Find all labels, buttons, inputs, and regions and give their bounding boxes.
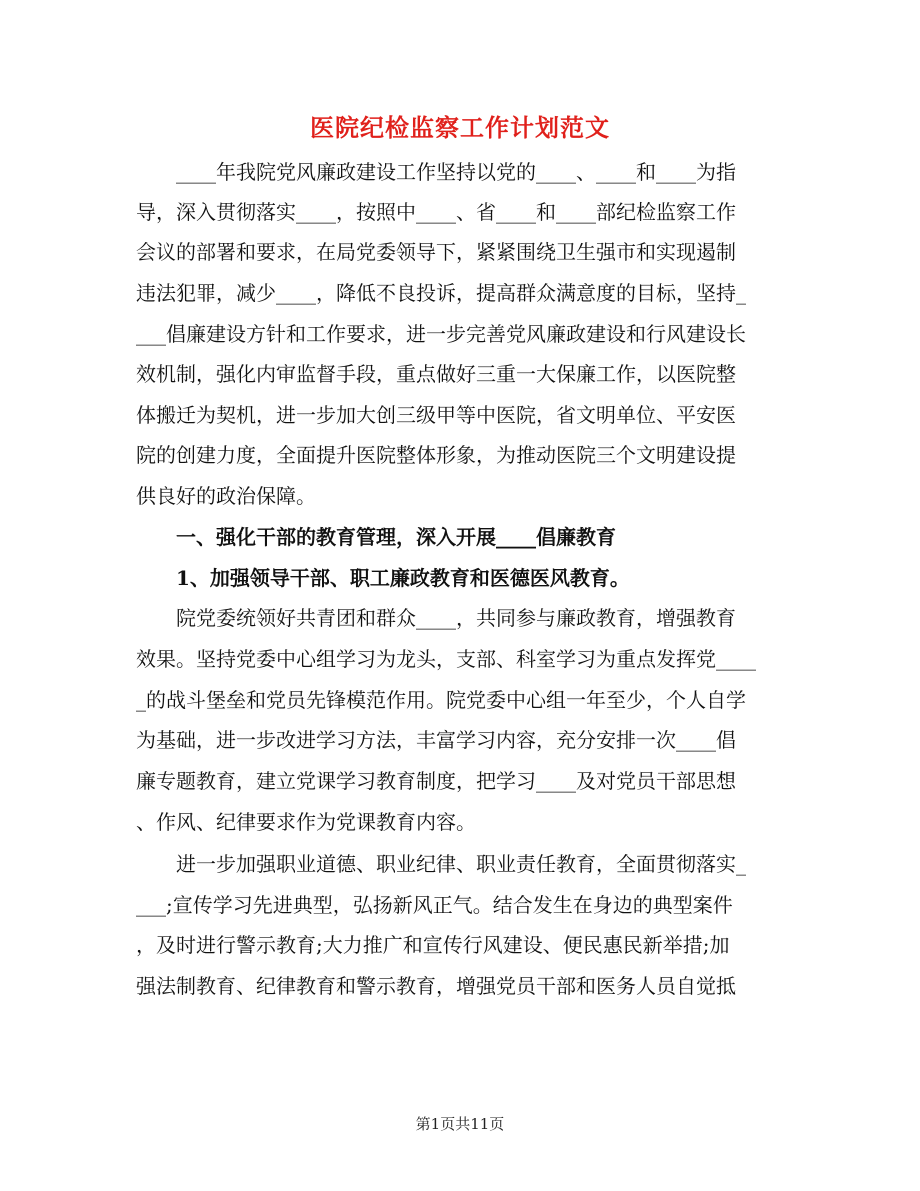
paragraph-line: 供良好的政治保障。 <box>136 484 316 508</box>
paragraph-line: 违法犯罪，减少____，降低不良投诉，提高群众满意度的目标，坚持_ <box>136 281 746 305</box>
paragraph-line: 进一步加强职业道德、职业纪律、职业责任教育，全面贯彻落实_ <box>176 852 746 876</box>
section-heading: 一、强化干部的教育管理，深入开展____倡廉教育 <box>176 525 616 549</box>
subsection-heading: 1、加强领导干部、职工廉政教育和医德医风教育。 <box>176 566 630 590</box>
paragraph-line: 效果。坚持党委中心组学习为龙头，支部、科室学习为重点发挥党____ <box>136 647 756 671</box>
paragraph-line: ___倡廉建设方针和工作要求，进一步完善党风廉政建设和行风建设长 <box>136 322 746 346</box>
paragraph-line: 院的创建力度，全面提升医院整体形象，为推动医院三个文明建设提 <box>136 443 736 467</box>
paragraph-line: 廉专题教育，建立党课学习教育制度，把学习____及对党员干部思想 <box>136 769 736 793</box>
paragraph-line: _的战斗堡垒和党员先锋模范作用。院党委中心组一年至少，个人自学 <box>136 688 746 712</box>
paragraph-line: 院党委统领好共青团和群众____，共同参与廉政教育，增强教育 <box>176 606 736 630</box>
paragraph-line: 效机制，强化内审监督手段，重点做好三重一大保廉工作，以医院整 <box>136 362 736 386</box>
paragraph-line: 导，深入贯彻落实____，按照中____、省____和____部纪检监察工作 <box>136 200 736 224</box>
document-title: 医院纪检监察工作计划范文 <box>310 113 610 142</box>
paragraph-line: 强法制教育、纪律教育和警示教育，增强党员干部和医务人员自觉抵 <box>136 974 736 998</box>
paragraph-line: ____年我院党风廉政建设工作坚持以党的____、____和____为指 <box>176 160 736 184</box>
paragraph-line: ___;宣传学习先进典型，弘扬新风正气。结合发生在身边的典型案件 <box>136 893 733 917</box>
paragraph-line: ，及时进行警示教育;大力推广和宣传行风建设、便民惠民新举措;加 <box>136 933 730 957</box>
paragraph-line: 体搬迁为契机，进一步加大创三级甲等中医院，省文明单位、平安医 <box>136 403 736 427</box>
page-number: 第1页共11页 <box>415 1115 505 1133</box>
paragraph-line: 、作风、纪律要求作为党课教育内容。 <box>136 810 476 834</box>
paragraph-line: 会议的部署和要求，在局党委领导下，紧紧围绕卫生强市和实现遏制 <box>136 240 736 264</box>
paragraph-line: 为基础，进一步改进学习方法，丰富学习内容，充分安排一次____倡 <box>136 728 736 752</box>
